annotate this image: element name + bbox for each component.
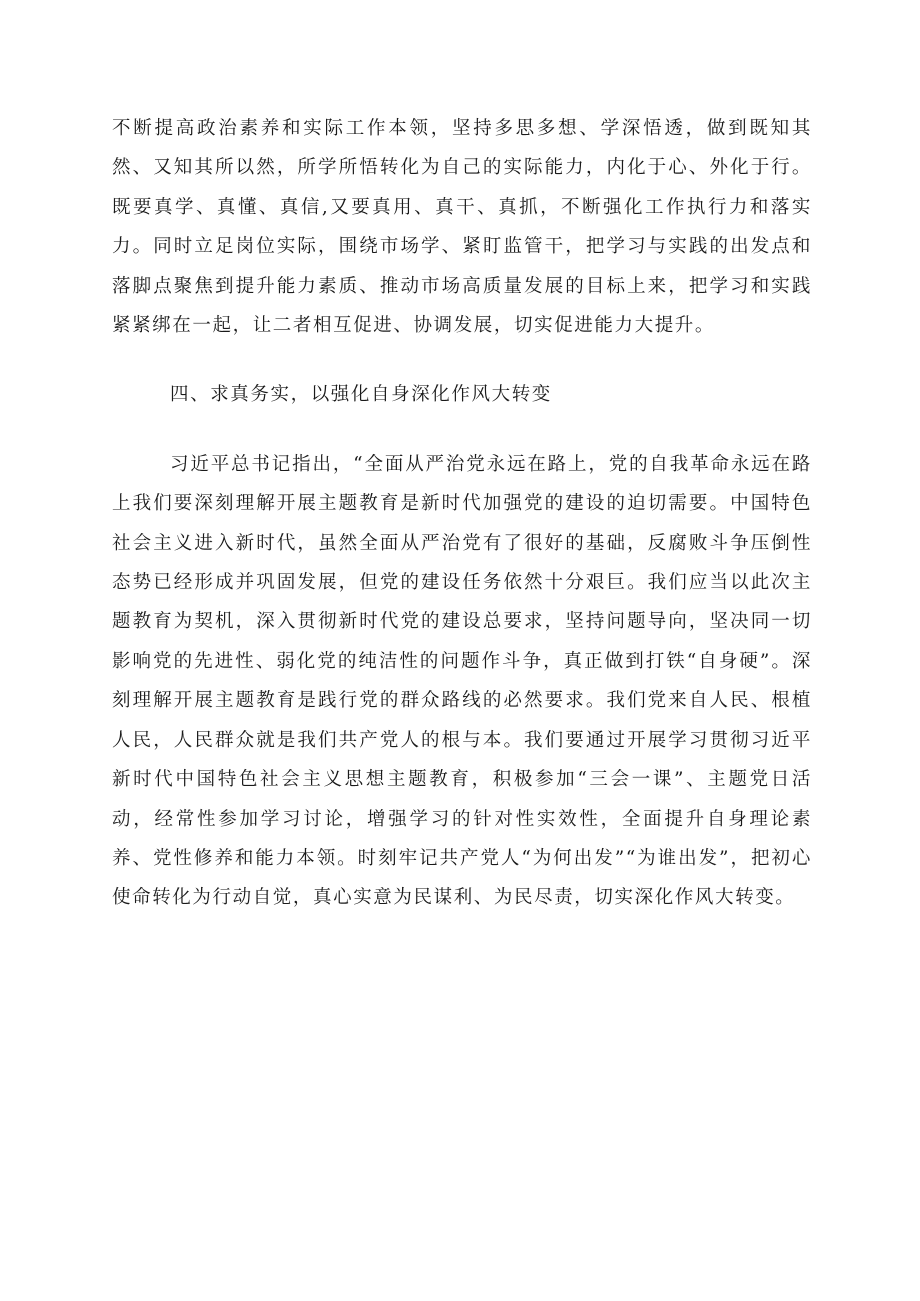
document-body <box>112 109 812 918</box>
paragraph-spacer <box>112 345 812 375</box>
paragraph-section-4-body: 习近平总书记指出，“全面从严治党永远在路上，党的自我革命永远在路上我们要深刻理解开展主题教育是新时代加强党的建设的迫切需要。中国特色社会主义进入新时代，虽然全面从严治党有了很好的基础，反腐败斗争压倒性态势已经形成并巩固发展，但党的建设任务依然十分艰巨。我们应当以此次主题教育为契机，深入贯彻新时代党的建设总要求，坚持问题导向，坚决同一切影响党的先进性、弱化党的纯洁性的问题作斗争，真正做到打铁“自身硬”。深刻理解开展主题教育是践行党的群众路线的必然要求。我们党来自人民、根植人民，人民群众就是我们共产党人的根与本。我们要通过开展学习贯彻习近平新时代中国特色社会主义思想主题教育，积极参加“三会一课”、主题党日活动，经常性参加学习讨论，增强学习的针对性实效性，全面提升自身理论素养、党性修养和能力本领。时刻牢记共产党人“为何出发”“为谁出发”，把初心使命转化为行动自觉，真心实意为民谋利、为民尽责，切实深化作风大转变。 <box>112 453 812 909</box>
paragraph-spacer <box>112 415 812 445</box>
paragraph-continuation: 不断提高政治素养和实际工作本领，坚持多思多想、学深悟透，做到既知其然、又知其所以然，所学所悟转化为自己的实际能力，内化于心、外化于行。既要真学、真懂、真信,又要真用、真干、真抓，不断强化工作执行力和落实力。同时立足岗位实际，围绕市场学、紧盯监管干，把学习与实践的出发点和落脚点聚焦到提升能力素质、推动市场高质量发展的目标上来，把学习和实践紧紧绑在一起，让二者相互促进、协调发展，切实促进能力大提升。 <box>112 118 812 337</box>
section-heading-4: 四、求真务实，以强化自身深化作风大转变 <box>170 384 552 406</box>
